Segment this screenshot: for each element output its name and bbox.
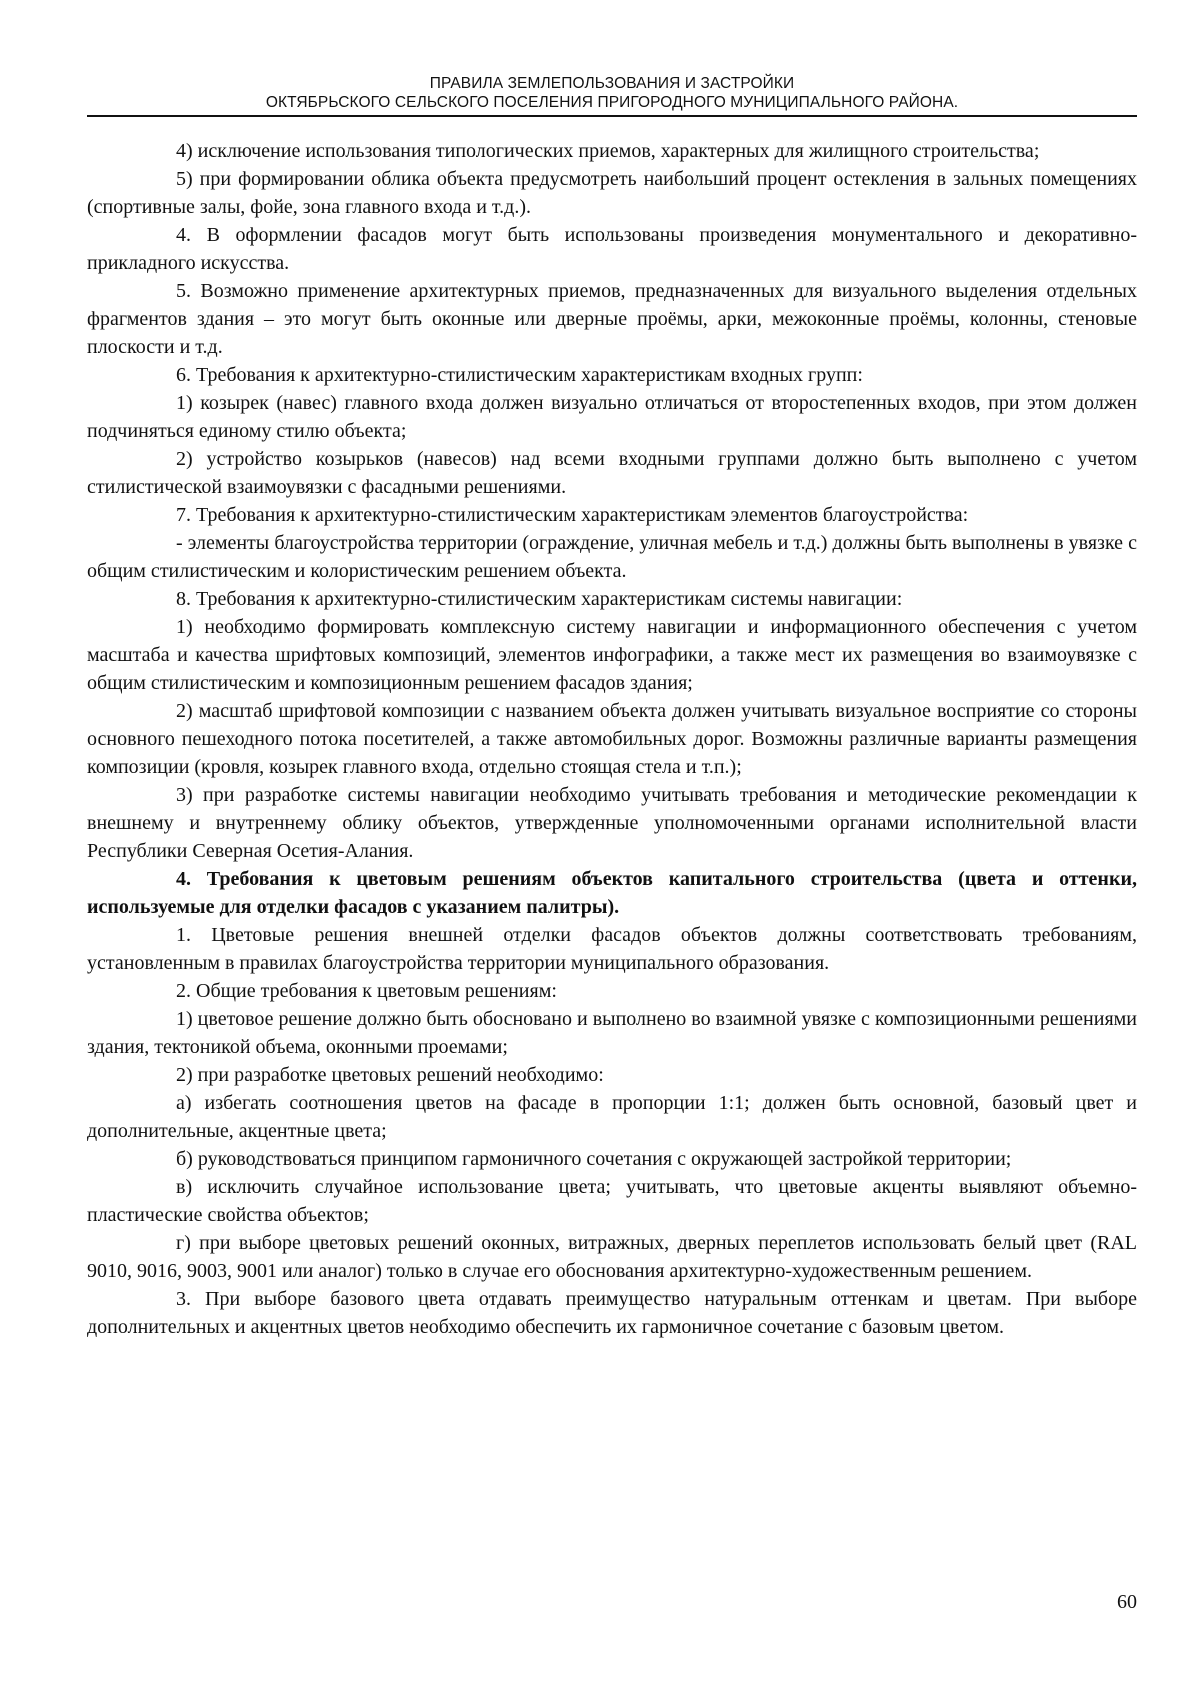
paragraph: 2) при разработке цветовых решений необходимо: bbox=[176, 1064, 604, 1086]
document-body bbox=[87, 137, 1137, 1341]
paragraph: 8. Требования к архитектурно-стилистическим характеристикам системы навигации: bbox=[176, 588, 903, 610]
section-heading: 4. Требования к цветовым решениям объектов капитального строительства (цвета и оттенки, используемые для отделки фасадов с указанием палитры). bbox=[87, 868, 1137, 918]
page-number: 60 bbox=[1117, 1591, 1137, 1613]
header-title-line-1: ПРАВИЛА ЗЕМЛЕПОЛЬЗОВАНИЯ И ЗАСТРОЙКИ bbox=[429, 75, 795, 92]
paragraph: 1) необходимо формировать комплексную систему навигации и информационного обеспечения с учетом масштаба и качества шрифтовых композиций, элементов инфографики, а также мест их размещения во взаимоувязке с общим стилистическим и композиционным решением фасадов здания; bbox=[87, 616, 1137, 694]
paragraph: 4. В оформлении фасадов могут быть использованы произведения монументального и декоративно-прикладного искусства. bbox=[87, 224, 1137, 274]
paragraph: 5. Возможно применение архитектурных приемов, предназначенных для визуального выделения отдельных фрагментов здания – это могут быть оконные или дверные проёмы, арки, межоконные проёмы, колонны, стеновые плоскости и т.д. bbox=[87, 280, 1137, 358]
paragraph: а) избегать соотношения цветов на фасаде в пропорции 1:1; должен быть основной, базовый цвет и дополнительные, акцентные цвета; bbox=[87, 1092, 1137, 1142]
paragraph: 3) при разработке системы навигации необходимо учитывать требования и методические рекомендации к внешнему и внутреннему облику объектов, утвержденные уполномоченными органами исполнительной власти Республики Северная Осетия-Алания. bbox=[87, 784, 1137, 862]
paragraph: г) при выборе цветовых решений оконных, витражных, дверных переплетов использовать белый цвет (RAL 9010, 9016, 9003, 9001 или аналог) только в случае его обоснования архитектурно-художественным решением. bbox=[87, 1232, 1137, 1282]
paragraph: 5) при формировании облика объекта предусмотреть наибольший процент остекления в зальных помещениях (спортивные залы, фойе, зона главного входа и т.д.). bbox=[87, 168, 1137, 218]
header-title-line-2: ОКТЯБРЬСКОГО СЕЛЬСКОГО ПОСЕЛЕНИЯ ПРИГОРОДНОГО МУНИЦИПАЛЬНОГО РАЙОНА. bbox=[265, 94, 959, 111]
paragraph: 4) исключение использования типологических приемов, характерных для жилищного строительства; bbox=[176, 140, 1040, 162]
paragraph: 2) масштаб шрифтовой композиции с названием объекта должен учитывать визуальное восприятие со стороны основного пешеходного потока посетителей, а также автомобильных дорог. Возможны различные варианты размещения композиции (кровля, козырек главного входа, отдельно стоящая стела и т.п.); bbox=[87, 700, 1137, 778]
paragraph: 6. Требования к архитектурно-стилистическим характеристикам входных групп: bbox=[176, 364, 863, 386]
paragraph: 3. При выборе базового цвета отдавать преимущество натуральным оттенкам и цветам. При выборе дополнительных и акцентных цветов необходимо обеспечить их гармоничное сочетание с базовым цветом. bbox=[87, 1288, 1137, 1338]
paragraph: 1. Цветовые решения внешней отделки фасадов объектов должны соответствовать требованиям, установленным в правилах благоустройства территории муниципального образования. bbox=[87, 924, 1137, 974]
header-divider bbox=[87, 115, 1137, 117]
paragraph: 2) устройство козырьков (навесов) над всеми входными группами должно быть выполнено с учетом стилистической взаимоувязки с фасадными решениями. bbox=[87, 448, 1137, 498]
paragraph: б) руководствоваться принципом гармоничного сочетания с окружающей застройкой территории; bbox=[176, 1148, 1012, 1170]
paragraph: - элементы благоустройства территории (ограждение, уличная мебель и т.д.) должны быть выполнены в увязке с общим стилистическим и колористическим решением объекта. bbox=[87, 532, 1137, 582]
paragraph: в) исключить случайное использование цвета; учитывать, что цветовые акценты выявляют объемно-пластические свойства объектов; bbox=[87, 1176, 1137, 1226]
paragraph: 2. Общие требования к цветовым решениям: bbox=[176, 980, 557, 1002]
paragraph: 1) козырек (навес) главного входа должен визуально отличаться от второстепенных входов, при этом должен подчиняться единому стилю объекта; bbox=[87, 392, 1137, 442]
paragraph: 7. Требования к архитектурно-стилистическим характеристикам элементов благоустройства: bbox=[176, 504, 969, 526]
page-header bbox=[87, 74, 1137, 112]
paragraph: 1) цветовое решение должно быть обосновано и выполнено во взаимной увязке с композиционными решениями здания, тектоникой объема, оконными проемами; bbox=[87, 1008, 1137, 1058]
